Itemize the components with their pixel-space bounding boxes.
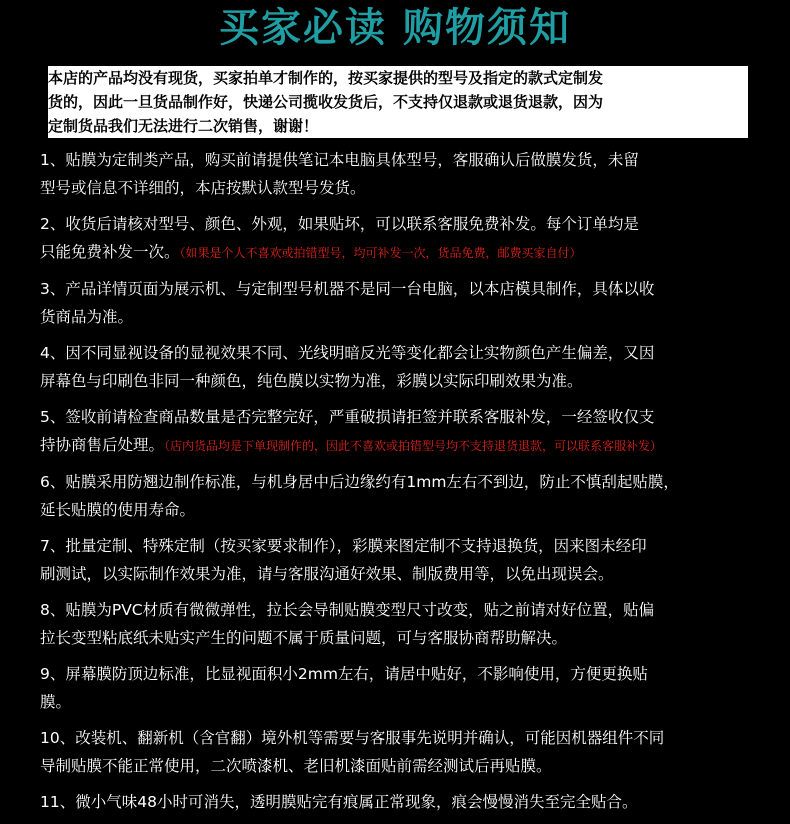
rule-line: 9、屏幕膜防顶边标准，比显视面积小2mm左右，请居中贴好，不影响使用，方便更换贴	[40, 665, 648, 683]
rule-line: 延长贴膜的使用寿命。	[40, 501, 196, 519]
rule-line: 7、批量定制、特殊定制（按买家要求制作），彩膜来图定制不支持退换货，因来图未经印	[40, 537, 647, 555]
notice-box	[48, 66, 748, 138]
rule-line: 货商品为准。	[40, 308, 134, 326]
rule-item-9	[40, 660, 775, 716]
notice-line: 本店的产品均没有现货，买家拍单才制作的，按买家提供的型号及指定的款式定制发	[48, 69, 604, 87]
rule-item-3	[40, 275, 775, 331]
rule-line-text: 持协商售后处理。	[40, 436, 165, 454]
rule-line: 型号或信息不详细的，本店按默认款型号发货。	[40, 179, 366, 197]
rule-line: 10、改装机、翻新机（含官翻）境外机等需要与客服事先说明并确认，可能因机器组件不同	[40, 729, 665, 747]
rule-item-1	[40, 146, 775, 202]
page-title: 买家必读 购物须知	[219, 5, 571, 51]
rule-line: 4、因不同显视设备的显视效果不同、光线明暗反光等变化都会让实物颜色产生偏差，又因	[40, 344, 655, 362]
rule-line: 1、贴膜为定制类产品，购买前请提供笔记本电脑具体型号，客服确认后做膜发货，未留	[40, 151, 639, 169]
rule-item-6	[40, 468, 775, 524]
rule-line: 导制贴膜不能正常使用，二次喷漆机、老旧机漆面贴前需经测试后再贴膜。	[40, 757, 552, 775]
rule-item-11	[40, 788, 775, 816]
rule-line: 5、签收前请检查商品数量是否完整完好，严重破损请拒签并联系客服补发，一经签收仅支	[40, 408, 655, 426]
rule-note: （店内货品均是下单现制作的，因此不喜欢或拍错型号均不支持退货退款，可以联系客服补发）	[164, 439, 663, 453]
rule-item-8	[40, 596, 775, 652]
rule-line: 11、微小气味48小时可消失，透明膜贴完有痕属正常现象，痕会慢慢消失至完全贴合。	[40, 793, 638, 811]
rules-list	[40, 146, 775, 824]
notice-line: 货的，因此一旦货品制作好，快递公司揽收发货后，不支持仅退款或退货退款，因为	[48, 93, 604, 111]
rule-line: 2、收货后请核对型号、颜色、外观，如果贴坏，可以联系客服免费补发。每个订单均是	[40, 215, 639, 233]
rule-line-text: 只能免费补发一次。	[40, 243, 180, 261]
rule-item-5	[40, 403, 775, 460]
rule-item-2	[40, 210, 775, 267]
rule-line	[40, 238, 775, 267]
rule-line: 6、贴膜采用防翘边制作标准，与机身居中后边缘约有1mm左右不到边，防止不慎刮起贴膜，	[40, 473, 679, 491]
rule-line: 屏幕色与印刷色非同一种颜色，纯色膜以实物为准，彩膜以实际印刷效果为准。	[40, 372, 583, 390]
rule-line: 膜。	[40, 693, 72, 711]
notice-line: 定制货品我们无法进行二次销售，谢谢！	[48, 117, 319, 135]
rule-item-4	[40, 339, 775, 395]
rule-line: 拉长变型粘底纸未贴实产生的问题不属于质量问题，可与客服协商帮助解决。	[40, 629, 568, 647]
rule-line: 8、贴膜为PVC材质有微微弹性，拉长会导制贴膜变型尺寸改变，贴之前请对好位置，贴偏	[40, 601, 655, 619]
rule-item-10	[40, 724, 775, 780]
rule-item-7	[40, 532, 775, 588]
rule-line: 刷测试，以实际制作效果为准，请与客服沟通好效果、制版费用等，以免出现误会。	[40, 565, 614, 583]
rule-note: （如果是个人不喜欢或拍错型号，均可补发一次，货品免费，邮费买家自付）	[179, 246, 582, 260]
rule-line	[40, 431, 775, 460]
rule-line: 3、产品详情页面为展示机、与定制型号机器不是同一台电脑，以本店模具制作，具体以收	[40, 280, 655, 298]
